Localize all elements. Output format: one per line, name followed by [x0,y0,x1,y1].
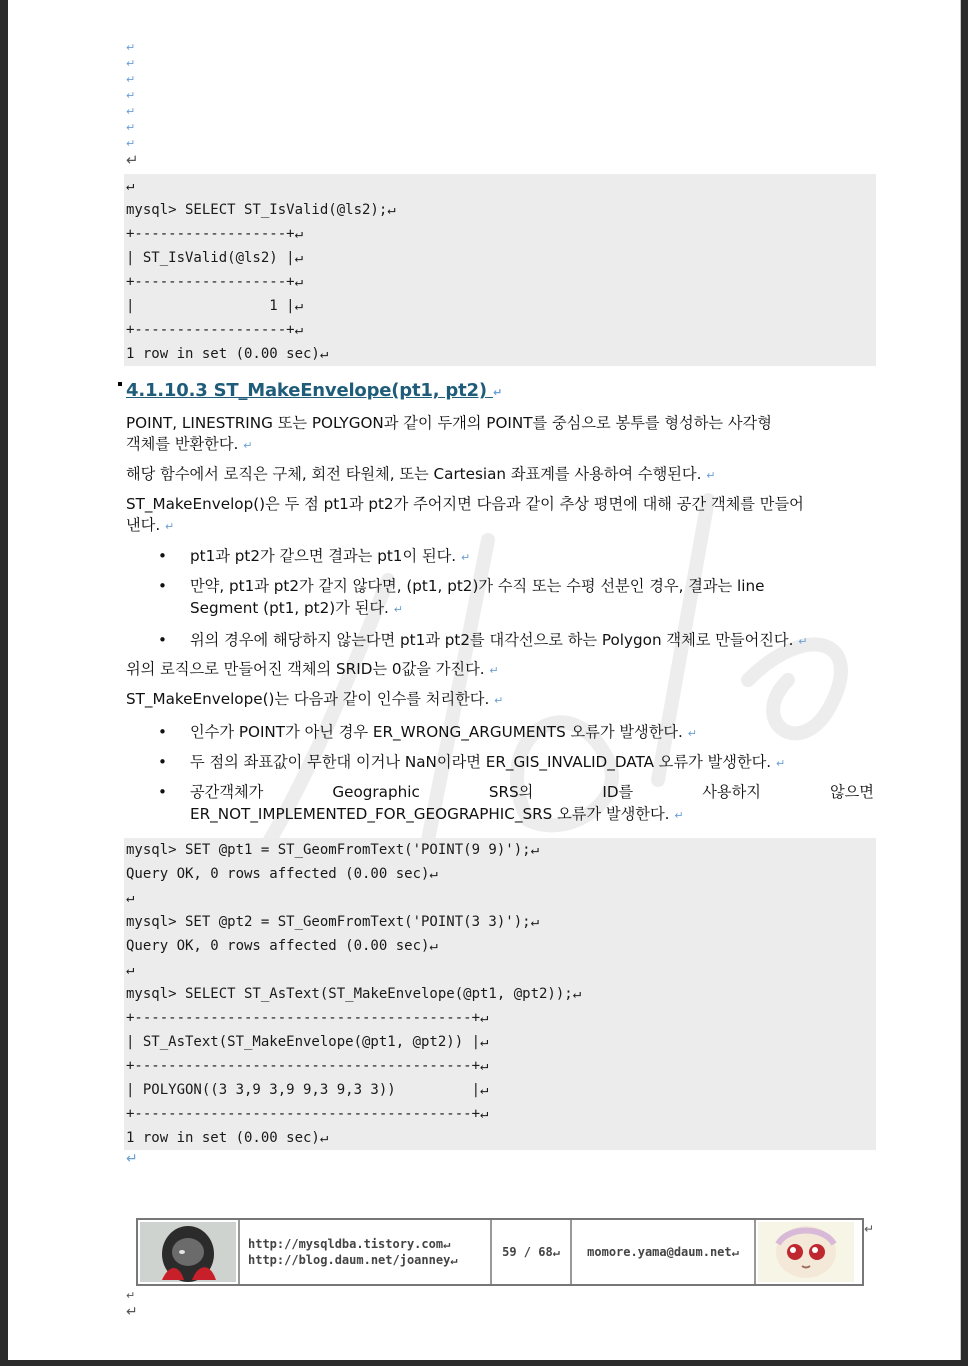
paragraph-mark: ↵ [126,151,139,169]
list-item-text: 위의 경우에 해당하지 않는다면 pt1과 pt2를 대각선으로 하는 Polygon 객체로 만들어진다. [190,631,794,649]
empty-paragraphs-top [126,40,139,168]
code-line: | POLYGON((3 3,9 3,9 9,3 9,3 3)) |↵ [126,1082,489,1098]
paragraph-line [126,515,874,537]
list-item [158,781,874,827]
blog-link[interactable]: http://mysqldba.tistory.com↵ [248,1237,451,1251]
email-address: momore.yama@daum.net↵ [587,1245,739,1259]
code-line: mysql> SELECT ST_AsText(ST_MakeEnvelope(@pt1, @pt2));↵ [126,986,582,1002]
list-item [158,575,874,621]
list-item-word: Geographic [332,783,420,801]
paragraph-text: 객체를 반환한다. [126,435,239,453]
paragraph-line [126,413,874,434]
list-item-text: 인수가 POINT가 아닌 경우 ER_WRONG_ARGUMENTS 오류가 발생한다. [190,723,683,741]
code-line: ↵ [126,962,135,978]
paragraph-mark: ↵ [243,439,253,452]
paragraph-mark: ↵ [489,664,499,677]
paragraph-text: 낸다. [126,516,161,534]
list-item-text: Segment (pt1, pt2)가 된다. [190,599,389,617]
bullet-icon: • [158,723,167,741]
code-line: Query OK, 0 rows affected (0.00 sec)↵ [126,938,438,954]
list-item-text: pt1과 pt2가 같으면 결과는 pt1이 된다. [190,547,457,565]
footer-links-cell [240,1220,492,1284]
list-item [158,629,874,653]
paragraph-text: 해당 함수에서 로직은 구체, 회전 타원체, 또는 Cartesian 좌표계를 사용하여 수행된다. [126,465,702,483]
list-item-word: 공간객체가 [190,783,264,801]
code-line: +----------------------------------------+↵ [126,1058,489,1074]
code-line: | 1 |↵ [126,298,304,314]
paragraph-mark: ↵ [126,89,136,102]
paragraph-text: ST_MakeEnvelope()는 다음과 같이 인수를 처리한다. [126,690,490,708]
list-item-word: SRS의 [488,783,534,801]
code-block-isvalid [124,174,876,366]
code-line: | ST_IsValid(@ls2) |↵ [126,250,304,266]
code-line: | ST_AsText(ST_MakeEnvelope(@pt1, @pt2)) |↵ [126,1034,489,1050]
paragraph-mark: ↵ [494,694,504,707]
character-avatar-icon [140,1222,236,1282]
code-line: mysql> SET @pt1 = ST_GeomFromText('POINT(9 9)');↵ [126,842,540,858]
list-item [158,721,874,745]
document-page [8,0,961,1360]
paragraph-mark: ↵ [126,57,136,70]
code-line: +------------------+↵ [126,322,304,338]
paragraph-line [126,434,874,456]
paragraph-mark: ↵ [492,386,502,399]
paragraph-text: ST_MakeEnvelop()은 두 점 pt1과 pt2가 주어지면 다음과 같이 추상 평면에 대해 공간 객체를 만들어 [126,495,804,513]
footer-page-number-cell [492,1220,572,1284]
paragraph-mark: ↵ [165,520,175,533]
bullet-icon: • [158,631,167,649]
list-item [158,545,874,569]
code-line: ↵ [126,890,135,906]
paragraph-text: 위의 로직으로 만들어진 객체의 SRID는 0값을 가진다. [126,660,485,678]
list-item-line [190,781,874,803]
paragraph-text: POINT, LINESTRING 또는 POLYGON과 같이 두개의 POINT를 중심으로 봉투를 형성하는 사각형 [126,414,772,432]
code-line: ↵ [126,178,135,194]
list-item-text: ER_NOT_IMPLEMENTED_FOR_GEOGRAPHIC_SRS 오류가 발생한다. [190,805,670,823]
blog-link[interactable]: http://blog.daum.net/joanney↵ [248,1253,458,1267]
paragraph-mark: ↵ [126,121,136,134]
list-item-text: 만약, pt1과 pt2가 같지 않다면, (pt1, pt2)가 수직 또는 수평 선분인 경우, 결과는 line [190,577,765,595]
paragraph-mark: ↵ [126,73,136,86]
paragraph-mark: ↵ [126,41,136,54]
page-number: 59 / 68↵ [502,1245,560,1259]
section-heading-text: 4.1.10.3 ST_MakeEnvelope(pt1, pt2) [126,380,487,401]
code-line: +------------------+↵ [126,274,304,290]
paragraph-mark: ↵ [775,757,786,770]
code-line: +------------------+↵ [126,226,304,242]
list-item-word: 사용하지 [702,783,761,801]
footer-right-image-cell [756,1220,856,1284]
code-line: mysql> SET @pt2 = ST_GeomFromText('POINT(3 3)');↵ [126,914,540,930]
code-line: 1 row in set (0.00 sec)↵ [126,346,329,362]
list-item-word: 않으면 [829,783,874,801]
code-line: +----------------------------------------+↵ [126,1010,489,1026]
list-item [158,751,874,775]
code-block-makeenvelope [124,838,876,1150]
paragraph-mark: ↵ [126,1304,138,1320]
list-item-text: 두 점의 좌표값이 무한대 이거나 NaN이라면 ER_GIS_INVALID_DATA 오류가 발생한다. [190,753,772,771]
paragraph-mark: ↵ [864,1222,875,1236]
heading-bullet-marker [118,382,122,386]
code-line: 1 row in set (0.00 sec)↵ [126,1130,329,1146]
empty-paragraphs-bottom [126,1288,138,1320]
paragraph-mark: ↵ [798,635,808,648]
section-heading [126,380,502,401]
paragraph-mark: ↵ [674,809,684,822]
paragraph-logic [126,464,874,486]
bullet-icon: • [158,547,167,565]
paragraph-mark: ↵ [126,1289,136,1302]
bullet-icon: • [158,783,167,801]
paragraph-mark: ↵ [687,727,697,740]
paragraph-mark: ↵ [126,105,136,118]
paragraph-mark: ↵ [126,137,136,150]
code-line: +----------------------------------------+↵ [126,1106,489,1122]
paragraph-mark: ↵ [706,469,716,482]
empty-paragraph [126,1150,138,1167]
paragraph-srid [126,659,874,681]
page-footer [136,1218,864,1286]
code-line: Query OK, 0 rows affected (0.00 sec)↵ [126,866,438,882]
paragraph-mark: ↵ [126,1151,138,1167]
paragraph-mark: ↵ [393,603,403,616]
code-line: mysql> SELECT ST_IsValid(@ls2);↵ [126,202,396,218]
footer-email-cell [572,1220,756,1284]
paragraph-description [126,494,874,537]
bullet-icon: • [158,753,167,771]
character-avatar-icon [758,1222,854,1282]
paragraph-mark: ↵ [460,551,471,564]
paragraph-line [126,494,874,515]
paragraph-arguments [126,689,874,711]
footer-left-image-cell [138,1220,240,1284]
list-item-word: ID를 [602,783,634,801]
bullet-icon: • [158,577,167,595]
paragraph-intro [126,413,874,456]
